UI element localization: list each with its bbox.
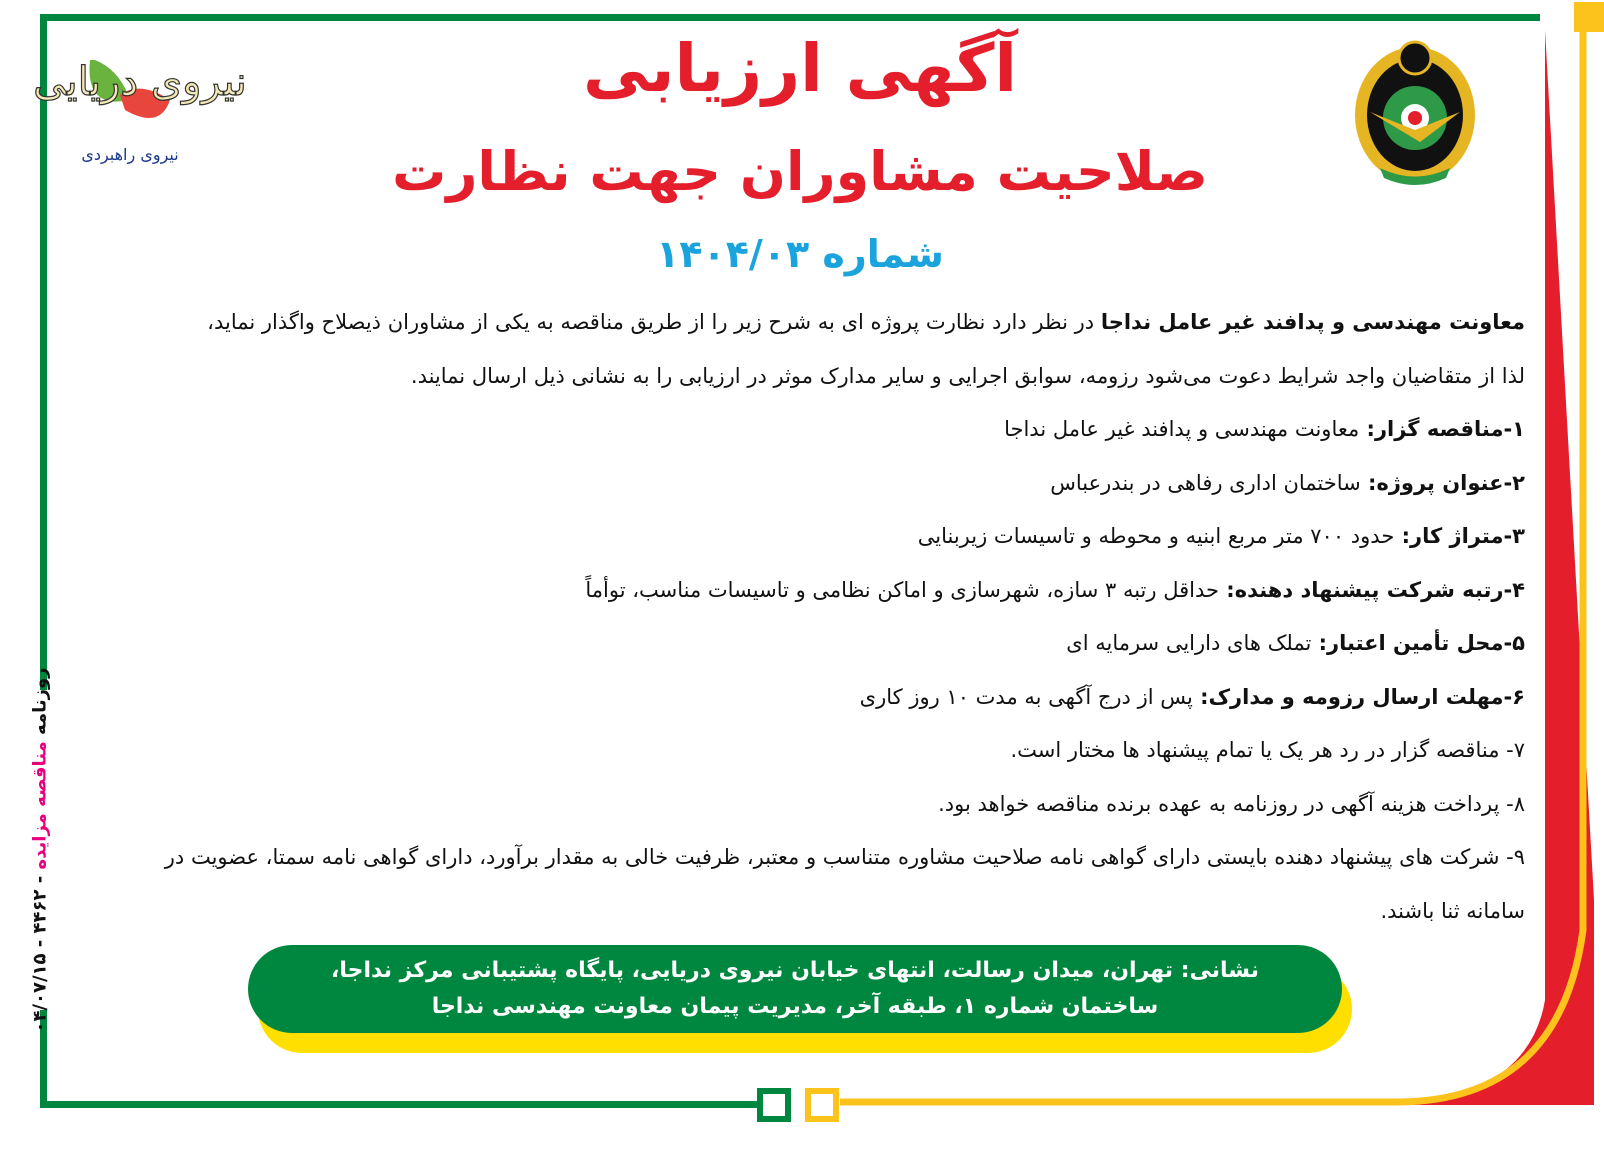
item-value: حدود ۷۰۰ متر مربع ابنیه و محوطه و تاسیسات زیربنایی bbox=[917, 524, 1395, 548]
intro-bold: معاونت مهندسی و پدافند غیر عامل نداجا bbox=[1100, 310, 1525, 334]
page-title: آگهی ارزیابی bbox=[582, 30, 1018, 107]
item-value: معاونت مهندسی و پدافند غیر عامل نداجا bbox=[1004, 417, 1360, 441]
item-value: تملک های دارایی سرمایه ای bbox=[1066, 631, 1312, 655]
item-label: ۴-رتبه شرکت پیشنهاد دهنده: bbox=[1219, 577, 1525, 602]
list-item bbox=[80, 889, 1525, 943]
address-box bbox=[248, 945, 1342, 1033]
navy-logo bbox=[33, 59, 247, 165]
notice-number: شماره ۱۴۰۴/۰۳ bbox=[656, 232, 944, 276]
newspaper-brand: مناقصه مزایده bbox=[29, 741, 51, 870]
address-line-2: ساختمان شماره ۱، طبقه آخر، مدیریت پیمان معاونت مهندسی نداجا bbox=[431, 994, 1159, 1019]
item-value: ۷- مناقصه گزار در رد هر یک یا تمام پیشنهاد ها مختار است. bbox=[1010, 738, 1525, 762]
intro-line-1 bbox=[80, 300, 1525, 354]
item-value: ۸- پرداخت هزینه آگهی در روزنامه به عهده برنده مناقصه خواهد بود. bbox=[938, 791, 1525, 816]
item-value: سامانه ثنا باشند. bbox=[1380, 898, 1525, 923]
list-item bbox=[80, 407, 1525, 461]
issue-date: - ۴۴۶۲ - ۰۴/۰۷/۱۵ bbox=[29, 869, 51, 1033]
notice-body bbox=[80, 300, 1525, 942]
item-label: ۶-مهلت ارسال رزومه و مدارک: bbox=[1192, 684, 1525, 709]
intro-line-2: لذا از متقاضیان واجد شرایط دعوت می‌شود رزومه، سوابق اجرایی و سایر مدارک موثر در ارزیابی را به نشانی ذیل ارسال نمایند. bbox=[410, 363, 1525, 388]
intro-text: در نظر دارد نظارت پروژه ای به شرح زیر را از طریق مناقصه به یکی از مشاوران ذیصلاح واگذار نماید، bbox=[207, 310, 1101, 334]
list-item bbox=[80, 728, 1525, 782]
list-item bbox=[80, 568, 1525, 622]
army-emblem bbox=[1355, 42, 1475, 185]
list-item bbox=[80, 621, 1525, 675]
list-item bbox=[80, 835, 1525, 889]
newspaper-credit bbox=[10, 667, 70, 1033]
address-line-1: نشانی: تهران، میدان رسالت، انتهای خیابان نیروی دریایی، پایگاه پشتیبانی مرکز نداجا، bbox=[331, 958, 1259, 983]
item-label: ۵-محل تأمین اعتبار: bbox=[1311, 631, 1525, 655]
item-value: ساختمان اداری رفاهی در بندرعباس bbox=[1050, 470, 1361, 495]
credit-prefix: روزنامه bbox=[29, 667, 51, 742]
item-value: حداقل رتبه ۳ سازه، شهرسازی و اماکن نظامی و تاسیسات مناسب، توأماً bbox=[585, 577, 1219, 602]
page-subtitle: صلاحیت مشاوران جهت نظارت bbox=[392, 140, 1208, 203]
item-label: ۲-عنوان پروژه: bbox=[1360, 470, 1525, 495]
item-value: ۹- شرکت های پیشنهاد دهنده بایستی دارای گواهی نامه صلاحیت مشاوره متناسب و معتبر، ظرفیت خالی به مقدار برآورد، دارای گواهی نامه سمتا، عضویت در bbox=[164, 845, 1525, 869]
item-value: پس از درج آگهی به مدت ۱۰ روز کاری bbox=[859, 684, 1193, 709]
list-item bbox=[80, 675, 1525, 729]
list-item bbox=[80, 461, 1525, 515]
svg-text:نیروی دریایی: نیروی دریایی bbox=[33, 59, 247, 105]
item-label: ۱-مناقصه گزار: bbox=[1359, 417, 1525, 441]
item-label: ۳-متراژ کار: bbox=[1394, 524, 1525, 548]
list-item bbox=[80, 782, 1525, 836]
svg-text:نیروی راهبردی: نیروی راهبردی bbox=[81, 145, 179, 164]
list-item bbox=[80, 514, 1525, 568]
